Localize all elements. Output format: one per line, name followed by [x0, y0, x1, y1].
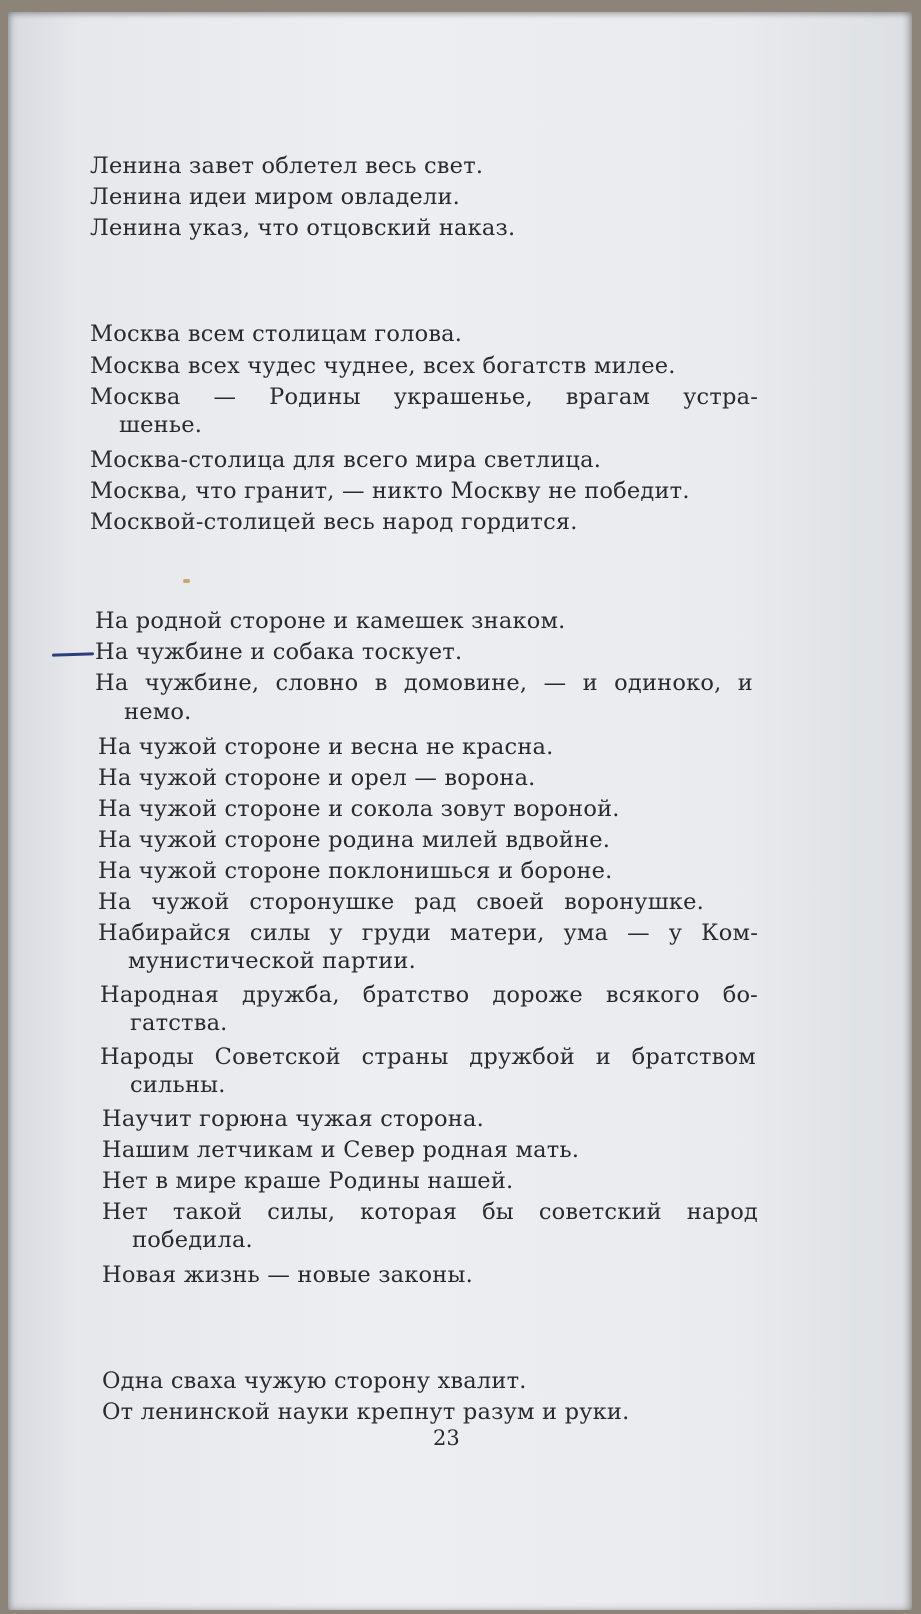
proverb-line: Народы Советской страны дружбой и братством — [100, 1044, 756, 1070]
proverb-line: На родной стороне и камешек знаком. — [95, 608, 566, 634]
proverb-line: Нет в мире краше Родины нашей. — [102, 1168, 514, 1194]
proverb-line-continuation: гатства. — [130, 1010, 228, 1036]
proverb-line: Москва, что гранит, — никто Москву не победит. — [90, 478, 690, 504]
proverb-line: Народная дружба, братство дороже всякого бо- — [100, 982, 758, 1008]
proverb-line: На чужой стороне и орел — ворона. — [98, 765, 536, 791]
proverb-line: От ленинской науки крепнут разум и руки. — [102, 1399, 630, 1425]
book-page — [8, 12, 912, 1610]
proverb-line: Научит горюна чужая сторона. — [102, 1106, 484, 1132]
proverb-line-continuation: сильны. — [130, 1072, 226, 1098]
proverb-line: Ленина завет облетел весь свет. — [90, 153, 484, 179]
proverb-line: Набирайся силы у груди матери, ума — у Ком- — [98, 920, 758, 946]
proverb-line: Одна сваха чужую сторону хвалит. — [102, 1368, 527, 1394]
proverb-line: Нет такой силы, которая бы советский народ — [102, 1199, 758, 1225]
proverb-line: Ленина указ, что отцовский наказ. — [90, 215, 516, 241]
proverb-line-continuation: победила. — [132, 1227, 253, 1253]
proverb-line: На чужой сторонушке рад своей воронушке. — [98, 889, 704, 915]
proverb-line: Ленина идеи миром овладели. — [90, 184, 460, 210]
proverb-line: На чужой стороне родина милей вдвойне. — [98, 827, 611, 853]
proverb-line: Москва всех чудес чуднее, всех богатств милее. — [90, 353, 676, 379]
proverb-line: Москва-столица для всего мира светлица. — [90, 447, 602, 473]
paper-stain — [183, 579, 190, 583]
proverb-line: Новая жизнь — новые законы. — [102, 1262, 473, 1288]
proverb-line: На чужой стороне и сокола зовут вороной. — [98, 796, 620, 822]
proverb-line-continuation: немо. — [124, 699, 192, 725]
proverb-line: Нашим летчикам и Север родная мать. — [102, 1137, 580, 1163]
proverb-line: На чужой стороне и весна не красна. — [98, 734, 554, 760]
proverb-line-continuation: шенье. — [119, 412, 203, 438]
proverb-line: Москва всем столицам голова. — [90, 321, 463, 347]
page-number: 23 — [433, 1426, 460, 1450]
proverb-line-continuation: мунистической партии. — [128, 948, 416, 974]
proverb-line: Москвой-столицей весь народ гордится. — [90, 509, 578, 535]
proverb-line: На чужбине, словно в домовине, — и одиноко, и — [95, 670, 753, 696]
proverb-line: На чужбине и собака тоскует. — [95, 639, 463, 665]
proverb-line: Москва — Родины украшенье, врагам устра- — [90, 384, 758, 410]
page-edge-shadow — [902, 12, 912, 1610]
proverb-line: На чужой стороне поклонишься и бороне. — [98, 858, 613, 884]
